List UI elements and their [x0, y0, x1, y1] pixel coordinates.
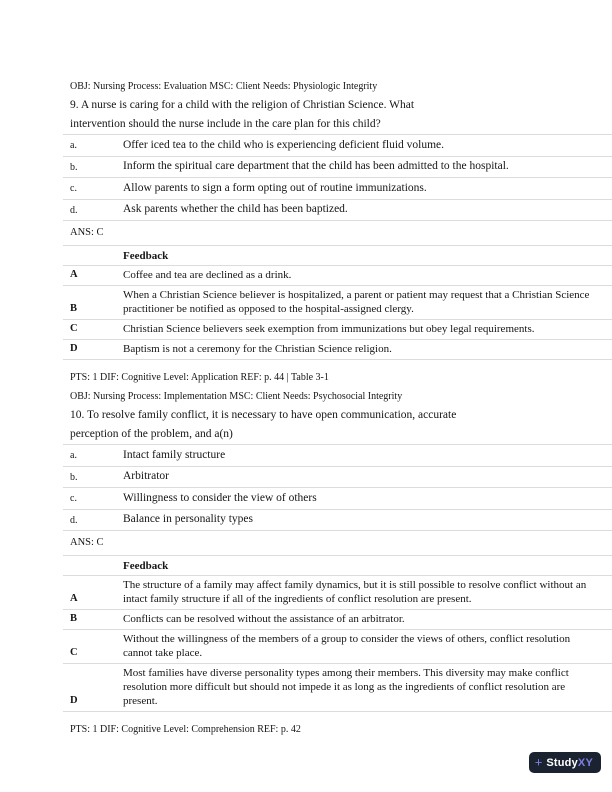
logo-text-accent: XY	[577, 756, 593, 769]
option-letter: c.	[70, 183, 77, 194]
question-stem-line: 9. A nurse is caring for a child with the religion of Christian Science. What	[70, 99, 415, 111]
feedback-letter: D	[70, 343, 78, 354]
option-row	[63, 444, 612, 466]
option-row	[63, 177, 612, 199]
feedback-header-row	[63, 555, 612, 575]
feedback-letter: A	[70, 593, 78, 604]
feedback-text	[123, 632, 612, 660]
feedback-text-line: resolution more difficult but should not impede it as long as the ingredients of conflict resolution are	[123, 681, 566, 693]
option-text: Willingness to consider the view of others	[123, 491, 317, 504]
feedback-text-line: intact family structure if all of the ingredients of conflict resolution are present.	[123, 593, 472, 605]
option-row	[63, 466, 612, 488]
option-text: Offer iced tea to the child who is experiencing deficient fluid volume.	[123, 138, 445, 151]
option-row	[63, 134, 612, 156]
option-row	[63, 509, 612, 531]
option-letter: b.	[70, 161, 78, 173]
option-text: Intact family structure	[123, 448, 226, 461]
feedback-row	[63, 575, 612, 609]
option-row	[63, 156, 612, 178]
question-stem-line: perception of the problem, and a(n)	[70, 428, 233, 440]
option-text: Ask parents whether the child has been baptized.	[123, 203, 348, 215]
feedback-text	[123, 322, 612, 336]
question-meta-pts: PTS: 1 DIF: Cognitive Level: Comprehension REF: p. 42	[70, 724, 301, 735]
feedback-header-label: Feedback	[123, 249, 169, 262]
feedback-letter: D	[70, 695, 78, 706]
answer-line: ANS: C	[70, 227, 104, 238]
options-table	[63, 444, 612, 531]
feedback-text-line: Conflicts can be resolved without the assistance of an arbitrator.	[123, 613, 405, 625]
option-text: Arbitrator	[123, 470, 169, 482]
option-letter: a.	[70, 450, 77, 461]
question-stem-line: intervention should the nurse include in the care plan for this child?	[70, 118, 381, 130]
feedback-table	[63, 555, 612, 712]
feedback-text-line: present.	[123, 695, 158, 707]
feedback-letter: B	[70, 303, 78, 314]
feedback-row	[63, 265, 612, 285]
document-content	[63, 77, 612, 739]
feedback-letter: B	[70, 613, 78, 624]
feedback-letter: C	[70, 647, 78, 658]
option-row	[63, 487, 612, 509]
feedback-row	[63, 629, 612, 663]
feedback-text	[123, 342, 612, 356]
question-meta-obj: OBJ: Nursing Process: Implementation MSC: Client Needs: Psychosocial Integrity	[70, 391, 403, 402]
feedback-row	[63, 285, 612, 319]
feedback-text	[123, 666, 612, 708]
feedback-text-line: Coffee and tea are declined as a drink.	[123, 269, 292, 281]
feedback-text-line: cannot take place.	[123, 647, 203, 659]
feedback-text	[123, 578, 612, 606]
option-text: Inform the spiritual care department that the child has been admitted to the hospital.	[123, 160, 509, 172]
feedback-text-line: The structure of a family may affect family dynamics, but it is still possible to resolve conflict without an	[123, 579, 587, 591]
feedback-row	[63, 609, 612, 629]
feedback-text	[123, 268, 612, 282]
feedback-text-line: practitioner be notified as opposed to the hospital-assigned clergy.	[123, 303, 414, 315]
question-meta-obj: OBJ: Nursing Process: Evaluation MSC: Client Needs: Physiologic Integrity	[70, 81, 378, 92]
feedback-letter: C	[70, 323, 78, 334]
feedback-table	[63, 245, 612, 360]
option-row	[63, 199, 612, 221]
option-letter: d.	[70, 204, 78, 216]
plus-icon: +	[534, 754, 543, 770]
feedback-row	[63, 663, 612, 711]
option-letter: a.	[70, 140, 77, 151]
feedback-text	[123, 288, 612, 316]
feedback-header-label: Feedback	[123, 559, 169, 572]
logo-text-primary: Study	[546, 756, 578, 769]
option-text: Balance in personality types	[123, 513, 253, 525]
feedback-row	[63, 319, 612, 339]
logo-text	[546, 757, 593, 769]
feedback-text-line: Most families have diverse personality types among their members. This diversity may make conflict	[123, 667, 569, 679]
feedback-header-row	[63, 245, 612, 265]
feedback-text-line: When a Christian Science believer is hospitalized, a parent or patient may request that a Christian Science	[123, 289, 590, 301]
feedback-row	[63, 339, 612, 359]
studyxy-logo-badge	[529, 752, 601, 773]
option-letter: d.	[70, 514, 78, 526]
question-meta-pts: PTS: 1 DIF: Cognitive Level: Application REF: p. 44 | Table 3-1	[70, 372, 329, 383]
question-stem-line: 10. To resolve family conflict, it is necessary to have open communication, accurate	[70, 409, 457, 421]
feedback-text-line: Christian Science believers seek exemption from immunizations but obey legal requirements.	[123, 323, 535, 335]
answer-line: ANS: C	[70, 537, 104, 548]
option-letter: c.	[70, 493, 77, 504]
options-table	[63, 134, 612, 221]
feedback-text	[123, 612, 612, 626]
feedback-letter: A	[70, 269, 78, 280]
feedback-text-line: Baptism is not a ceremony for the Christian Science religion.	[123, 343, 392, 355]
option-text: Allow parents to sign a form opting out of routine immunizations.	[123, 181, 427, 194]
feedback-text-line: Without the willingness of the members of a group to consider the views of others, conflict resolution	[123, 633, 571, 645]
option-letter: b.	[70, 471, 78, 483]
